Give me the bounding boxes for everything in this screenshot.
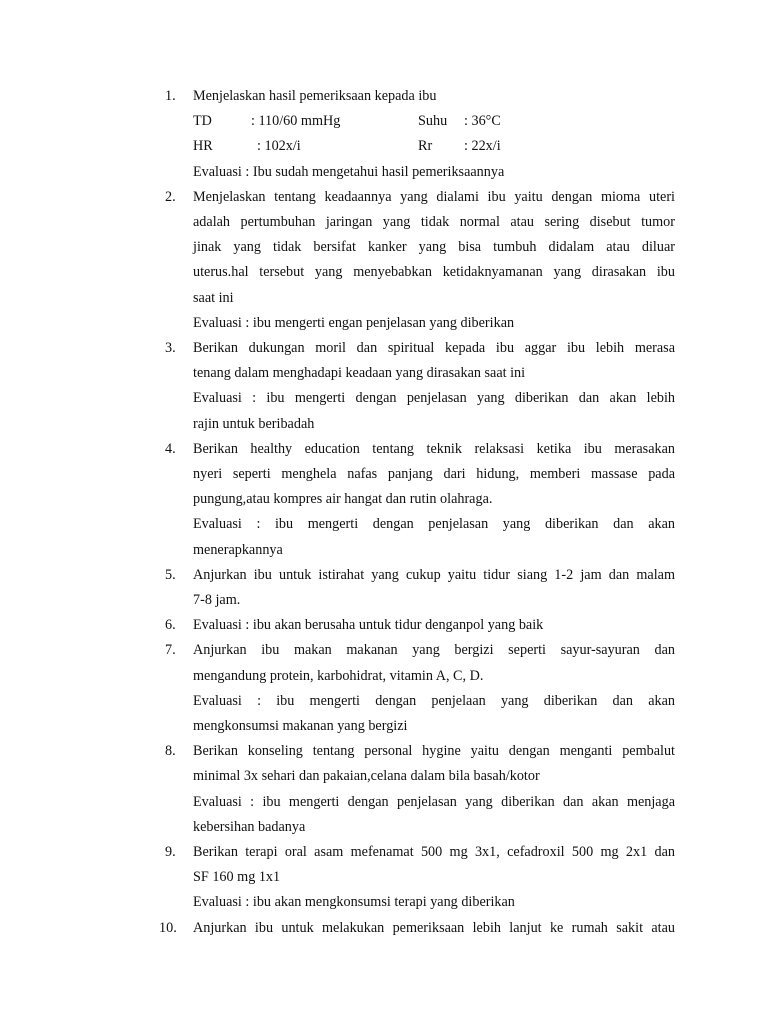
item-text-line: nyeri seperti menghela nafas panjang dari hidung, memberi massase pada	[193, 466, 675, 483]
vital-value: : 22x/i	[464, 138, 501, 155]
list-item	[165, 563, 675, 613]
item-number: 9.	[165, 844, 176, 861]
item-text-line: jinak yang tidak bersifat kanker yang bisa tumbuh didalam atau diluar	[193, 239, 675, 256]
item-text-line: uterus.hal tersebut yang menyebabkan ketidaknyamanan yang dirasakan ibu	[193, 264, 675, 281]
item-text-line: Berikan konseling tentang personal hygine yaitu dengan menganti pembalut	[193, 743, 675, 760]
item-number: 5.	[165, 566, 176, 583]
care-plan-list	[159, 84, 675, 941]
vital-value: : 110/60 mmHg	[251, 113, 341, 130]
item-text-line: Berikan dukungan moril dan spiritual kepada ibu aggar ibu lebih merasa	[193, 340, 675, 356]
vital-label: TD	[193, 113, 212, 130]
evaluation-line: Evaluasi : ibu mengerti dengan penjelaan yang diberikan dan akan	[193, 692, 675, 709]
item-text-line: Evaluasi : ibu akan berusaha untuk tidur denganpol yang baik	[193, 617, 544, 634]
list-item	[165, 336, 675, 437]
item-text-line: tenang dalam menghadapi keadaan yang dirasakan saat ini	[193, 365, 526, 382]
item-text-line: Anjurkan ibu makan makanan yang bergizi seperti sayur-sayuran dan	[193, 642, 675, 659]
item-text-line: Anjurkan ibu untuk melakukan pemeriksaan lebih lanjut ke rumah sakit atau	[193, 919, 675, 936]
item-text-line: Anjurkan ibu untuk istirahat yang cukup yaitu tidur siang 1-2 jam dan malam	[193, 566, 675, 583]
item-text-line: Berikan terapi oral asam mefenamat 500 mg 3x1, cefadroxil 500 mg 2x1 dan	[193, 844, 675, 861]
item-number: 6.	[165, 617, 176, 634]
item-text-line: 7-8 jam.	[193, 592, 241, 609]
item-number: 2.	[165, 188, 176, 205]
vitals-row	[193, 134, 675, 159]
item-number: 10.	[159, 919, 177, 936]
list-item	[165, 840, 675, 916]
vital-label: Rr	[418, 138, 433, 155]
evaluation-line: kebersihan badanya	[193, 818, 306, 835]
evaluation-line: mengkonsumsi makanan yang bergizi	[193, 718, 408, 735]
item-text-line: SF 160 mg 1x1	[193, 869, 281, 886]
vital-label: Suhu	[418, 113, 448, 130]
vital-value: : 36°C	[464, 113, 501, 130]
item-text-line: adalah pertumbuhan jaringan yang tidak normal atau sering disebut tumor	[193, 213, 675, 230]
list-item	[165, 638, 675, 739]
evaluation-line: rajin untuk beribadah	[193, 415, 315, 432]
evaluation-line: Evaluasi : ibu mengerti dengan penjelasan yang diberikan dan akan lebih	[193, 390, 675, 407]
item-text-line: Menjelaskan tentang keadaannya yang dialami ibu yaitu dengan mioma uteri	[193, 188, 675, 205]
item-text-line: Menjelaskan hasil pemeriksaan kepada ibu	[193, 88, 437, 104]
item-number: 4.	[165, 440, 176, 457]
vitals-row	[193, 109, 675, 134]
item-text-line: pungung,atau kompres air hangat dan rutin olahraga.	[193, 491, 493, 508]
item-number: 8.	[165, 743, 176, 760]
evaluation-line: menerapkannya	[193, 541, 283, 558]
evaluation-line: Evaluasi : Ibu sudah mengetahui hasil pemeriksaannya	[193, 163, 505, 180]
list-item	[165, 437, 675, 563]
item-number: 3.	[165, 340, 176, 356]
list-item	[165, 613, 675, 638]
vital-value: : 102x/i	[257, 138, 301, 155]
evaluation-line: Evaluasi : ibu mengerti dengan penjelasan yang diberikan dan akan	[193, 516, 675, 533]
evaluation-line: Evaluasi : ibu mengerti engan penjelasan yang diberikan	[193, 314, 515, 331]
item-text-line: saat ini	[193, 289, 234, 306]
item-number: 1.	[165, 88, 176, 104]
item-text-line: Berikan healthy education tentang teknik relaksasi ketika ibu merasakan	[193, 440, 675, 457]
list-item	[165, 185, 675, 336]
list-item	[159, 916, 675, 941]
vital-label: HR	[193, 138, 213, 155]
evaluation-line: Evaluasi : ibu akan mengkonsumsi terapi yang diberikan	[193, 894, 515, 911]
list-item	[165, 739, 675, 840]
item-number: 7.	[165, 642, 176, 659]
evaluation-line: Evaluasi : ibu mengerti dengan penjelasan yang diberikan dan akan menjaga	[193, 793, 675, 810]
list-item	[165, 84, 675, 185]
item-text-line: minimal 3x sehari dan pakaian,celana dalam bila basah/kotor	[193, 768, 540, 785]
item-text-line: mengandung protein, karbohidrat, vitamin A, C, D.	[193, 667, 484, 684]
